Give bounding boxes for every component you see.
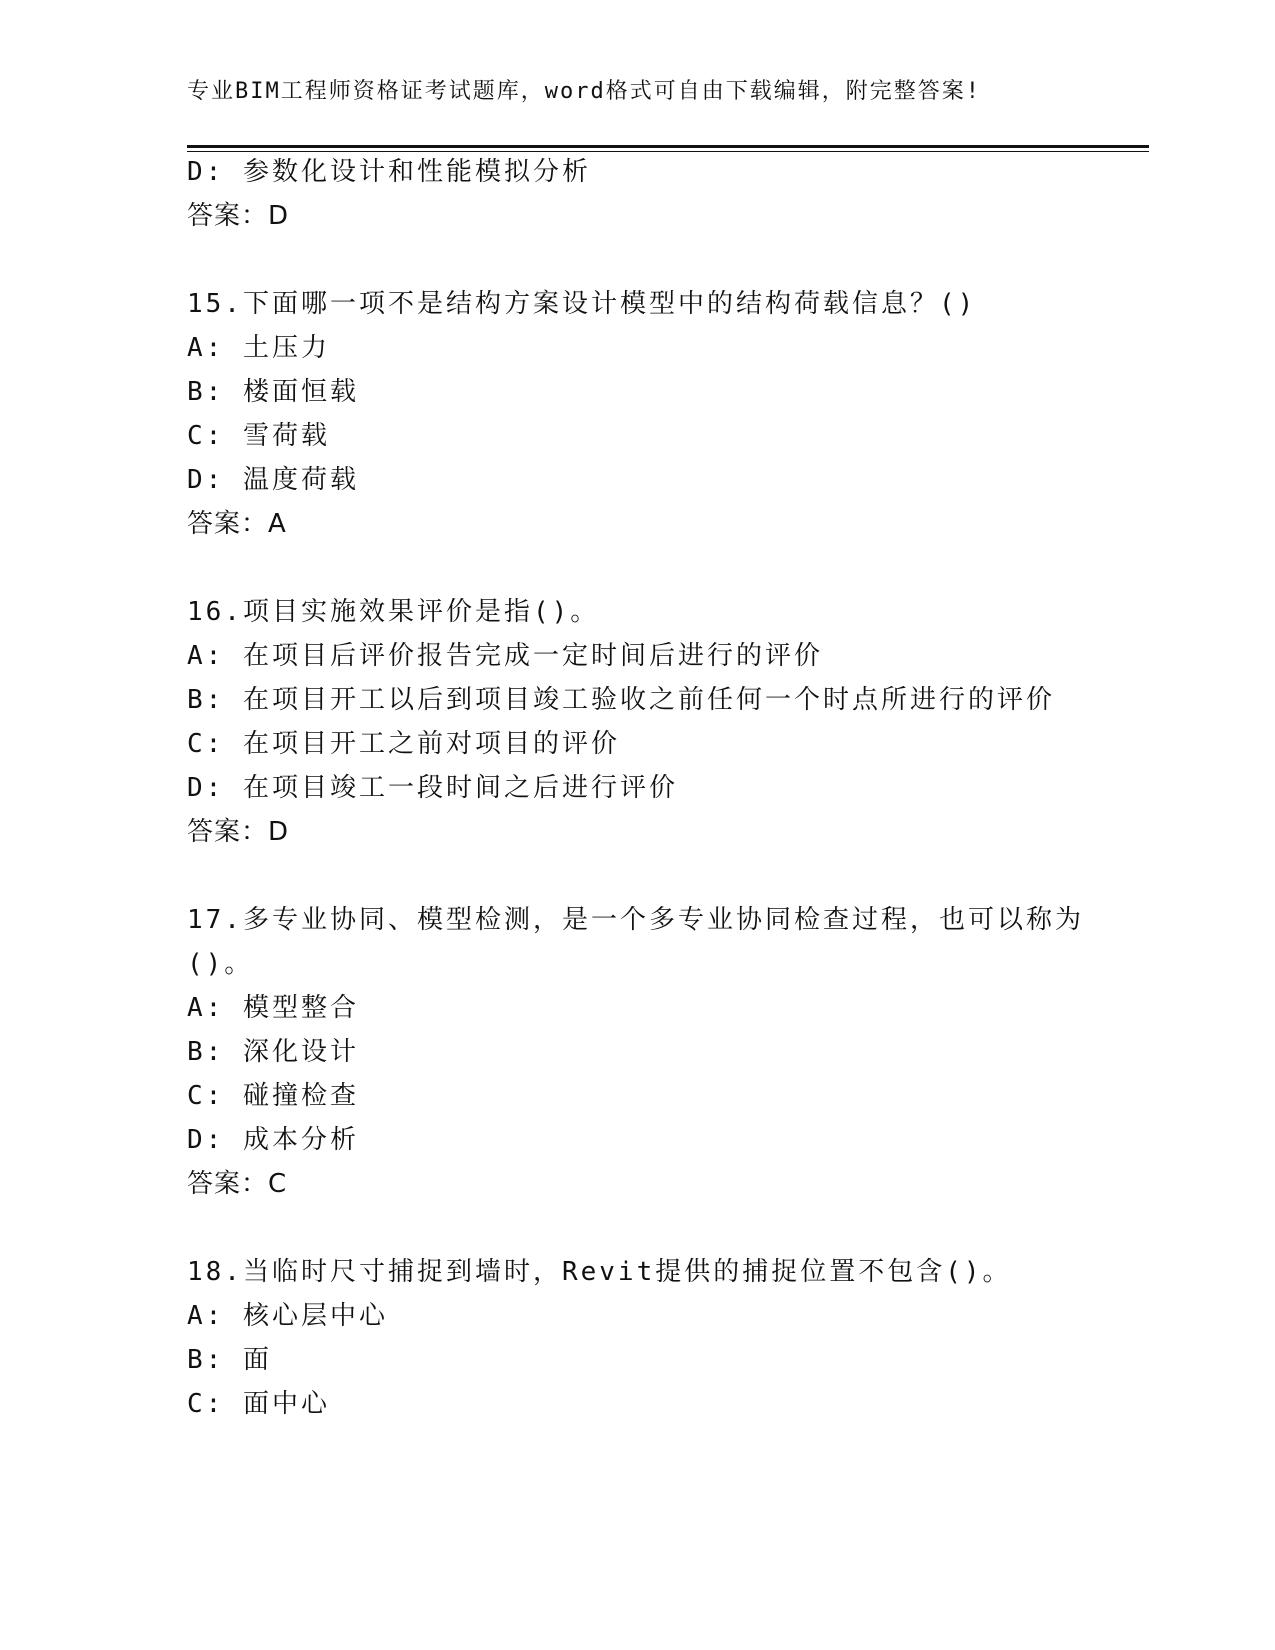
option-c: C: 面中心 [187, 1389, 330, 1419]
option-d: D: 参数化设计和性能模拟分析 [187, 157, 591, 187]
question-stem: 15.下面哪一项不是结构方案设计模型中的结构荷载信息？() [187, 289, 977, 319]
option-b: B: 面 [187, 1345, 272, 1375]
answer: 答案：D [187, 817, 290, 847]
answer: 答案：C [187, 1169, 288, 1199]
option-a: A: 核心层中心 [187, 1301, 388, 1331]
option-b: B: 深化设计 [187, 1037, 359, 1067]
option-b: B: 楼面恒载 [187, 377, 359, 407]
option-d: D: 成本分析 [187, 1125, 359, 1155]
option-a: A: 模型整合 [187, 993, 359, 1023]
option-a: A: 土压力 [187, 333, 330, 363]
question-stem: 16.项目实施效果评价是指()。 [187, 597, 600, 627]
option-c: C: 雪荷载 [187, 421, 330, 451]
option-b: B: 在项目开工以后到项目竣工验收之前任何一个时点所进行的评价 [187, 685, 1055, 715]
header-divider [187, 145, 1149, 148]
page-header: 专业BIM工程师资格证考试题库，word格式可自由下载编辑，附完整答案! [187, 79, 981, 104]
question-stem: 18.当临时尺寸捕捉到墙时，Revit提供的捕捉位置不包含()。 [187, 1257, 1012, 1287]
question-stem: 17.多专业协同、模型检测，是一个多专业协同检查过程，也可以称为 [187, 905, 1084, 935]
option-d: D: 温度荷载 [187, 465, 359, 495]
question-stem-continued: ()。 [187, 949, 254, 979]
option-d: D: 在项目竣工一段时间之后进行评价 [187, 773, 678, 803]
header-divider-thin [187, 151, 1149, 152]
option-c: C: 碰撞检查 [187, 1081, 359, 1111]
answer: 答案：D [187, 201, 290, 231]
option-c: C: 在项目开工之前对项目的评价 [187, 729, 620, 759]
answer: 答案：A [187, 509, 287, 539]
option-a: A: 在项目后评价报告完成一定时间后进行的评价 [187, 641, 823, 671]
